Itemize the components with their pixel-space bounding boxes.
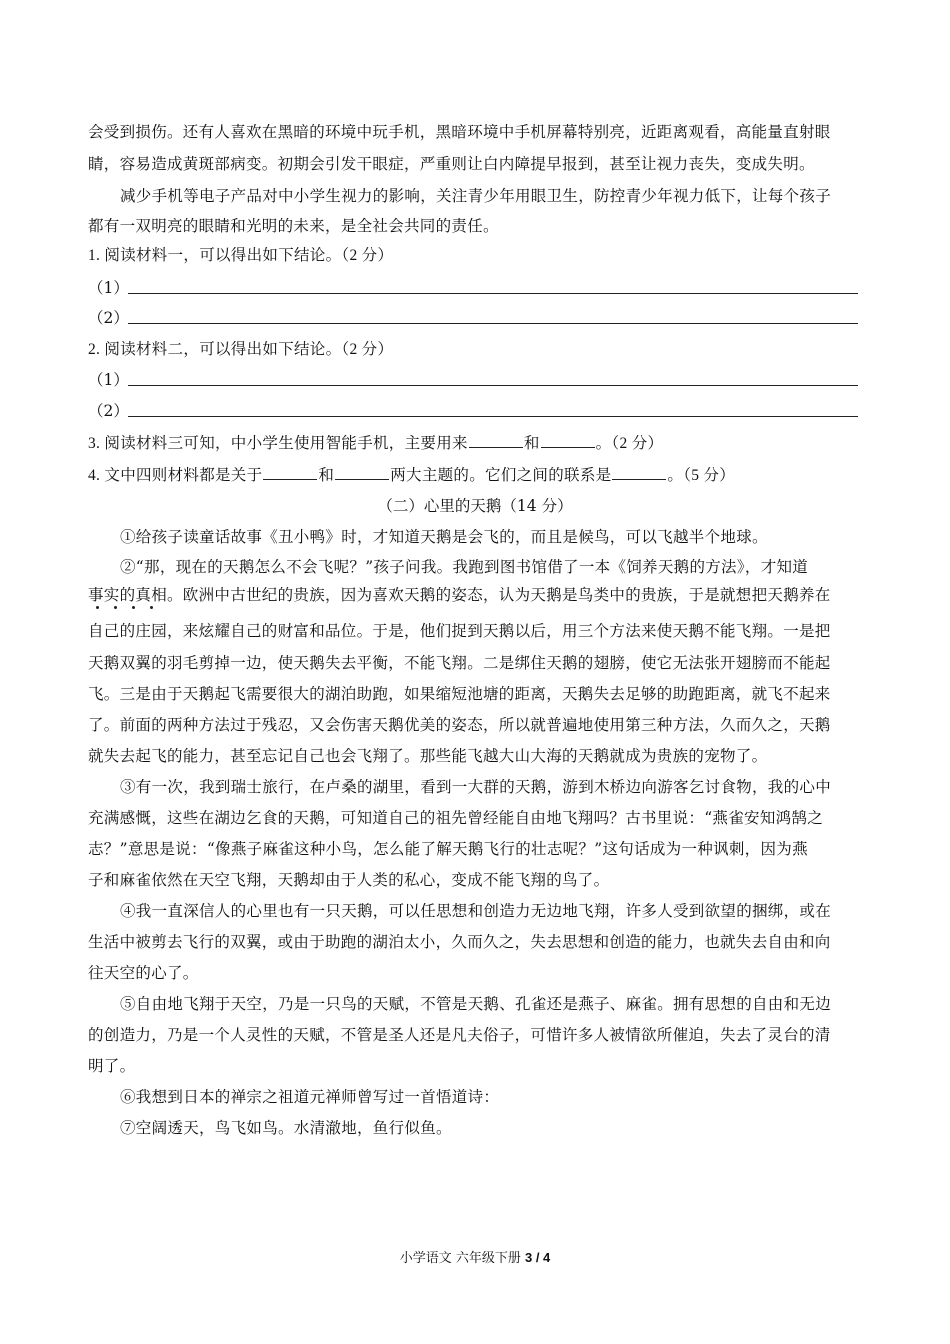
paragraph-2-line: 自己的庄园，来炫耀自己的财富和品位。于是，他们捉到天鹅以后，用三个方法来使天鹅不能飞翔。一是把 (88, 622, 831, 640)
paragraph-5-line: 的创造力，乃是一个人灵性的天赋，不管是圣人还是凡夫俗子，可惜许多人被情欲所催迫，失去了灵台的清 (88, 1026, 831, 1044)
page-footer (0, 1250, 950, 1267)
paragraph-2-line: 天鹅双翼的羽毛剪掉一边，使天鹅失去平衡，不能飞翔。二是绑住天鹅的翅膀，使它无法张开翅膀而不能起 (88, 654, 831, 672)
paragraph-2-line: 了。前面的两种方法过于残忍，又会伤害天鹅优美的姿态，所以就普遍地使用第三种方法，久而久之，天鹅 (88, 716, 831, 734)
question-4 (88, 465, 868, 486)
emphasis-dots (90, 606, 166, 612)
paragraph-3-line: 子和麻雀依然在天空飞翔，天鹅却由于人类的私心，变成不能飞翔的鸟了。 (88, 871, 610, 889)
question-text: 两大主题的。它们之间的联系是 (390, 467, 612, 484)
question-text: 3. 阅读材料三可知，中小学生使用智能手机，主要用来 (88, 435, 468, 452)
answer-label: （1） (88, 279, 129, 297)
question-text: 。（5 分） (667, 467, 736, 484)
paragraph-5-line: 明了。 (88, 1057, 136, 1075)
fill-blank[interactable] (263, 465, 317, 480)
question-text: 和 (318, 467, 335, 484)
question-2: 2. 阅读材料二，可以得出如下结论。（2 分） (88, 341, 394, 358)
fill-blank[interactable] (541, 433, 595, 448)
answer-label: （2） (88, 402, 129, 420)
question-1: 1. 阅读材料一，可以得出如下结论。（2 分） (88, 247, 394, 264)
paragraph-1: ①给孩子读童话故事《丑小鸭》时，才知道天鹅是会飞的，而且是候鸟，可以飞越半个地球。 (120, 528, 768, 546)
paragraph-3-line: 充满感慨，这些在湖边乞食的天鹅，可知道自己的祖先曾经能自由地飞翔吗？古书里说：“燕雀安知鸿鹄之 (88, 809, 824, 827)
paragraph-4-line: 生活中被剪去飞行的双翼，或由于助跑的湖泊太小，久而久之，失去思想和创造的能力，也就失去自由和向 (88, 933, 831, 951)
closing-paragraph-line: 减少手机等电子产品对中小学生视力的影响，关注青少年用眼卫生，防控青少年视力低下，让每个孩子 (120, 187, 832, 205)
paragraph-2-line: 事实的真相。欧洲中古世纪的贵族，因为喜欢天鹅的姿态，认为天鹅是鸟类中的贵族，于是就想把天鹅养在 (88, 586, 831, 604)
paragraph-6: ⑥我想到日本的禅宗之祖道元禅师曾写过一首悟道诗： (120, 1088, 500, 1106)
paragraph-2-line: 飞。三是由于天鹅起飞需要很大的湖泊助跑，如果缩短池塘的距离，天鹅失去足够的助跑距离，就飞不起来 (88, 685, 831, 703)
paragraph-2-line: 就失去起飞的能力，甚至忘记自己也会飞翔了。那些能飞越大山大海的天鹅就成为贵族的宠物了。 (88, 747, 768, 765)
paragraph-4-line: 往天空的心了。 (88, 964, 199, 982)
fill-blank[interactable] (612, 465, 666, 480)
question-3 (88, 433, 868, 454)
answer-line-2-1[interactable] (88, 370, 858, 390)
answer-label: （2） (88, 309, 129, 327)
material-line: 睛，容易造成黄斑部病变。初期会引发干眼症，严重则让白内障提早报到，甚至让视力丧失，变成失明。 (88, 155, 815, 173)
footer-subject: 小学语文 六年级下册 (399, 1251, 525, 1266)
question-text: 和 (523, 435, 540, 452)
paragraph-5-line: ⑤自由地飞翔于天空，乃是一只鸟的天赋，不管是天鹅、孔雀还是燕子、麻雀。拥有思想的自由和无边 (120, 995, 832, 1013)
paragraph-2-line: ②“那，现在的天鹅怎么不会飞呢？”孩子问我。我跑到图书馆借了一本《饲养天鹅的方法》，才知道 (120, 558, 809, 576)
material-line: 会受到损伤。还有人喜欢在黑暗的环境中玩手机，黑暗环境中手机屏幕特别亮，近距离观看，高能量直射眼 (88, 123, 831, 141)
question-text: 。（2 分） (595, 435, 664, 452)
paragraph-4-line: ④我一直深信人的心里也有一只天鹅，可以任思想和创造力无边地飞翔，许多人受到欲望的捆绑，或在 (120, 902, 832, 920)
paragraph-3-line: 志？”意思是说：“像燕子麻雀这种小鸟，怎么能了解天鹅飞行的壮志呢？”这句话成为一种讽刺，因为燕 (88, 840, 808, 858)
fill-blank[interactable] (335, 465, 389, 480)
answer-label: （1） (88, 371, 129, 389)
fill-blank[interactable] (469, 433, 523, 448)
paragraph-3-line: ③有一次，我到瑞士旅行，在卢桑的湖里，看到一大群的天鹅，游到木桥边向游客乞讨食物，我的心中 (120, 778, 832, 796)
closing-paragraph-line: 都有一双明亮的眼睛和光明的未来，是全社会共同的责任。 (88, 217, 499, 235)
paragraph-7: ⑦空阔透天，鸟飞如鸟。水清澈地，鱼行似鱼。 (120, 1119, 452, 1137)
page-number: 3 / 4 (524, 1250, 551, 1265)
answer-line-1-2[interactable] (88, 308, 858, 328)
answer-line-1-1[interactable] (88, 278, 858, 298)
section-title: （二）心里的天鹅（14 分） (377, 497, 573, 515)
question-text: 4. 文中四则材料都是关于 (88, 467, 263, 484)
answer-line-2-2[interactable] (88, 401, 858, 421)
